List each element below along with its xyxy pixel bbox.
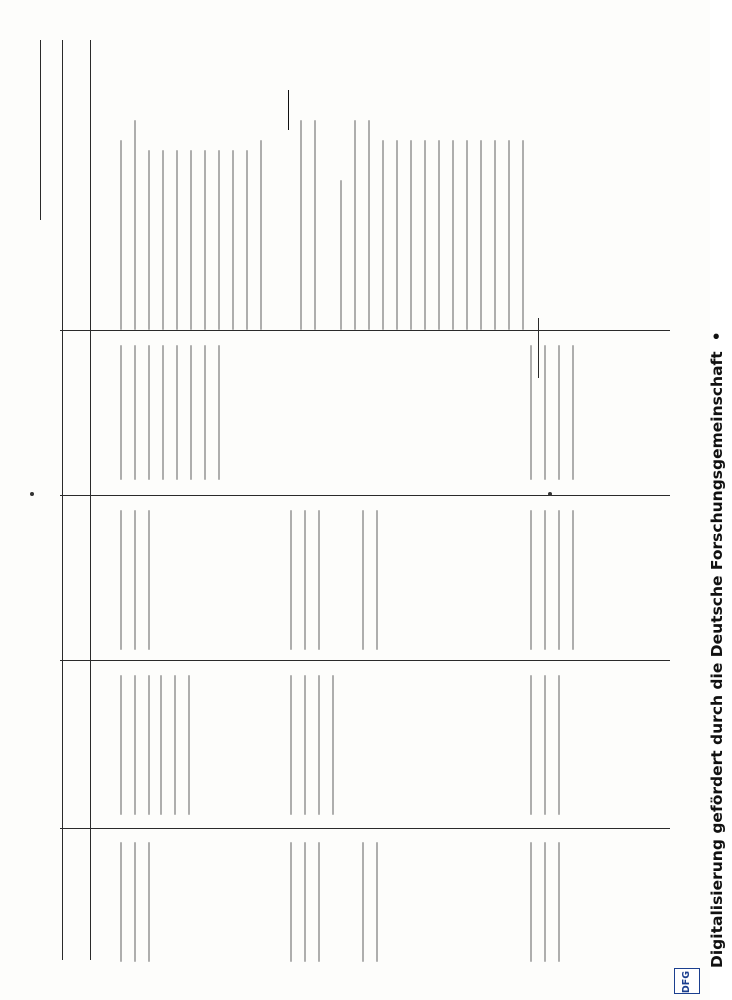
text-line [176,345,178,480]
text-line [318,842,320,962]
text-line [120,675,122,815]
text-line [368,120,370,330]
text-line [218,150,220,330]
text-line [318,675,320,815]
text-line [162,150,164,330]
text-line [304,675,306,815]
text-line [120,140,122,330]
text-line [452,140,454,330]
text-line [304,510,306,650]
text-line [544,510,546,650]
text-line [382,140,384,330]
text-line [530,510,532,650]
text-line [134,120,136,330]
dfg-logo-icon [674,968,700,994]
text-line [318,510,320,650]
text-line [530,842,532,962]
text-line [314,120,316,330]
text-line [558,510,560,650]
text-line [300,120,302,330]
scan-speck [30,492,34,496]
text-line [480,140,482,330]
table-rule [40,40,41,220]
text-line [148,842,150,962]
text-line [260,140,262,330]
text-line [176,150,178,330]
text-line [160,675,162,815]
text-line [148,510,150,650]
text-line [246,150,248,330]
text-line [120,842,122,962]
text-line [376,510,378,650]
text-line [508,140,510,330]
text-line [174,675,176,815]
text-line [362,510,364,650]
funding-footer [672,6,726,996]
text-line [544,842,546,962]
text-line [354,120,356,330]
column-divider [60,495,670,496]
text-line [120,510,122,650]
text-line [410,140,412,330]
text-line [134,510,136,650]
text-line [362,842,364,962]
funding-note-text: Digitalisierung gefördert durch die Deutsche Forschungsgemeinschaft [708,351,726,968]
text-line [376,842,378,962]
text-line [148,345,150,480]
text-line [572,510,574,650]
scan-speck [548,492,552,496]
funding-note [702,6,732,996]
column-divider [60,330,670,331]
text-line [530,675,532,815]
text-line [204,150,206,330]
header-rule [62,40,63,960]
text-line [134,675,136,815]
text-line [572,345,574,480]
text-line [558,842,560,962]
column-divider [60,828,670,829]
dfg-logo-text: DFG [681,970,692,994]
text-line [466,140,468,330]
text-line [558,345,560,480]
text-line [494,140,496,330]
text-line [558,675,560,815]
text-line [204,345,206,480]
text-line [290,842,292,962]
text-line [304,842,306,962]
text-line [232,150,234,330]
text-line [332,675,334,815]
text-line [396,140,398,330]
text-line [190,150,192,330]
text-line [438,140,440,330]
text-line [218,345,220,480]
table-rule [538,318,539,378]
text-line [162,345,164,480]
text-line [424,140,426,330]
text-line [544,675,546,815]
text-line [522,140,524,330]
text-line [148,150,150,330]
text-line [340,180,342,330]
text-line [544,345,546,480]
text-line [134,842,136,962]
text-line [290,675,292,815]
text-line [290,510,292,650]
footer-separator: • [708,331,726,342]
text-line [120,345,122,480]
text-line [530,345,532,480]
table-rule [288,90,289,130]
header-rule [90,40,91,960]
column-divider [60,660,670,661]
text-line [134,345,136,480]
text-line [188,675,190,815]
text-line [148,675,150,815]
text-line [190,345,192,480]
